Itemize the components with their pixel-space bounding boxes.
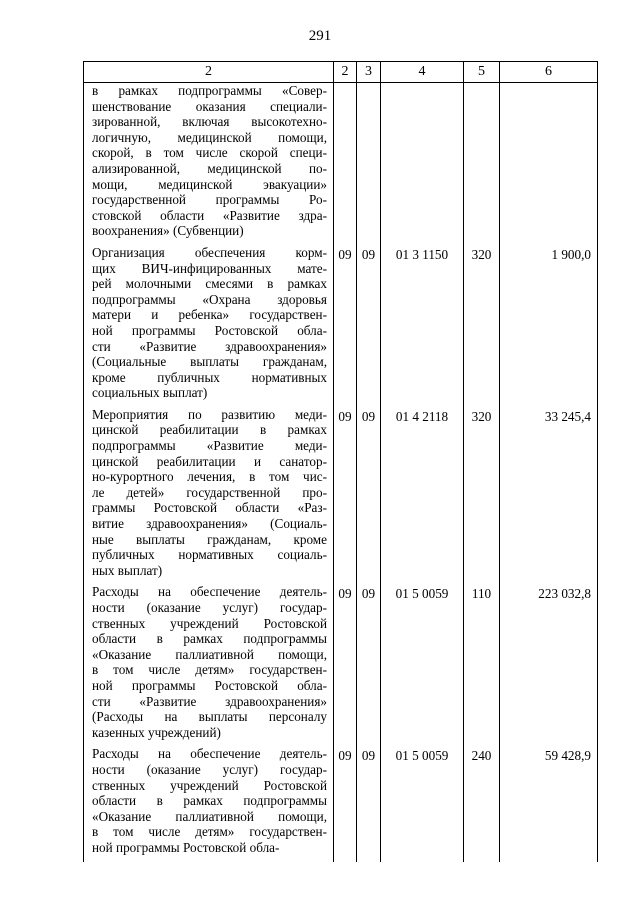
page-number: 291 <box>308 28 332 44</box>
description-line: зированной, включая высокотехно- <box>92 114 327 130</box>
description-line: ственных учреждений Ростовской <box>92 615 327 631</box>
row-description <box>84 746 334 861</box>
description-line: публичных нормативных социаль- <box>92 547 327 563</box>
header-col-amount: 6 <box>500 62 598 83</box>
description-line: в рамках подпрограммы «Совер- <box>92 83 327 98</box>
description-line: ственных учреждений Ростовской <box>92 777 327 793</box>
row-target-article: 01 4 2118 <box>381 407 464 585</box>
description-line: Расходы на обеспечение деятель- <box>92 746 327 762</box>
description-line: мощи, медицинской эвакуации» <box>92 176 327 192</box>
description-line: цинской реабилитации и санатор- <box>92 453 327 469</box>
description-line: цинской реабилитации в рамках <box>92 422 327 438</box>
header-col-section: 2 <box>334 62 357 83</box>
table-row <box>84 245 598 407</box>
description-line: ле детей» государственной про- <box>92 484 327 500</box>
header-col-subsection: 3 <box>357 62 381 83</box>
row-description <box>84 407 334 585</box>
description-line: ных выплат) <box>92 562 163 578</box>
table-row <box>84 407 598 585</box>
row-expense-type: 240 <box>464 746 500 861</box>
row-amount: 1 900,0 <box>500 245 598 407</box>
description-line: витие здравоохранения» (Социаль- <box>92 516 327 532</box>
row-target-article: 01 5 0059 <box>381 746 464 861</box>
row-expense-type: 320 <box>464 407 500 585</box>
description-line: «Оказание паллиативной помощи, <box>92 808 327 824</box>
row-subsection-code: 09 <box>357 584 381 746</box>
row-target-article: 01 5 0059 <box>381 584 464 746</box>
header-col-description: 2 <box>84 62 334 83</box>
row-subsection-code: 09 <box>357 407 381 585</box>
description-line: рей молочными смесями в рамках <box>92 276 327 292</box>
description-line: сти «Развитие здравоохранения» <box>92 338 327 354</box>
row-section-code: 09 <box>334 746 357 861</box>
description-line: но-курортного лечения, в том чис- <box>92 469 327 485</box>
description-line: государственной программы Ро- <box>92 192 327 208</box>
table-row <box>84 746 598 861</box>
header-col-target-article: 4 <box>381 62 464 83</box>
description-line: Мероприятия по развитию меди- <box>92 406 327 422</box>
table-row <box>84 584 598 746</box>
description-line: стовской области «Развитие здра- <box>92 207 327 223</box>
description-line: скорой, в том числе скорой специ- <box>92 145 327 161</box>
description-line: ной программы Ростовской обла- <box>92 839 280 855</box>
description-line: ной программы Ростовской обла- <box>92 322 327 338</box>
row-section-code: 09 <box>334 245 357 407</box>
description-line: ные выплаты гражданам, кроме <box>92 531 327 547</box>
row-expense-type: 110 <box>464 584 500 746</box>
row-subsection-code: 09 <box>357 245 381 407</box>
row-amount: 33 245,4 <box>500 407 598 585</box>
description-line: ности (оказание услуг) государ- <box>92 600 327 615</box>
row-description <box>84 83 334 245</box>
table-header-row <box>84 62 598 83</box>
row-target-article: 01 3 1150 <box>381 245 464 407</box>
row-amount <box>500 83 598 245</box>
description-line: ализированной, медицинской по- <box>92 160 327 176</box>
description-line: (Социальные выплаты гражданам, <box>92 354 327 370</box>
description-line: сти «Развитие здравоохранения» <box>92 693 327 709</box>
description-line: в том числе детям» государствен- <box>92 824 327 840</box>
header-col-expense-type: 5 <box>464 62 500 83</box>
row-amount: 223 032,8 <box>500 584 598 746</box>
row-description <box>84 245 334 407</box>
description-line: (Расходы на выплаты персоналу <box>92 709 327 725</box>
row-target-article <box>381 83 464 245</box>
row-description <box>84 584 334 746</box>
row-expense-type <box>464 83 500 245</box>
row-amount: 59 428,9 <box>500 746 598 861</box>
description-line: в том числе детям» государствен- <box>92 662 327 678</box>
budget-table <box>83 61 598 862</box>
description-line: матери и ребенка» государствен- <box>92 307 327 323</box>
row-subsection-code: 09 <box>357 746 381 861</box>
row-section-code: 09 <box>334 584 357 746</box>
description-line: «Оказание паллиативной помощи, <box>92 646 327 662</box>
row-subsection-code <box>357 83 381 245</box>
description-line: области в рамках подпрограммы <box>92 631 327 647</box>
description-line: шенствование оказания специали- <box>92 98 327 114</box>
description-line: граммы Ростовской области «Раз- <box>92 500 327 516</box>
description-line: логичную, медицинской помощи, <box>92 129 327 145</box>
description-line: кроме публичных нормативных <box>92 369 327 385</box>
row-section-code: 09 <box>334 407 357 585</box>
description-line: казенных учреждений) <box>92 724 221 740</box>
description-line: подпрограммы «Охрана здоровья <box>92 291 327 307</box>
row-section-code <box>334 83 357 245</box>
row-expense-type: 320 <box>464 245 500 407</box>
table-row <box>84 83 598 245</box>
description-line: Организация обеспечения корм- <box>92 244 327 260</box>
description-line: Расходы на обеспечение деятель- <box>92 584 327 600</box>
description-line: воохранения» (Субвенции) <box>92 223 244 239</box>
description-line: ной программы Ростовской обла- <box>92 677 327 693</box>
description-line: области в рамках подпрограммы <box>92 793 327 809</box>
description-line: щих ВИЧ-инфицированных мате- <box>92 260 327 276</box>
description-line: социальных выплат) <box>92 385 208 401</box>
description-line: подпрограммы «Развитие меди- <box>92 438 327 454</box>
description-line: ности (оказание услуг) государ- <box>92 761 327 777</box>
